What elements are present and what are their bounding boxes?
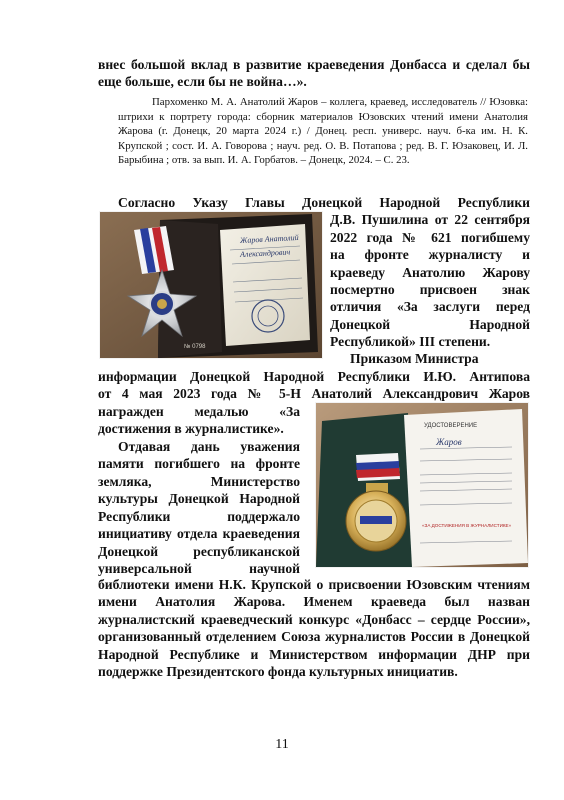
badge-number: № 0798 <box>184 344 206 350</box>
cert-title: УДОСТОВЕРЕНИЕ <box>424 423 478 429</box>
order-line: информации Донецкой Народной Республики И.Ю. Антипова <box>98 369 530 384</box>
decree-line: краеведу Анатолию Жарову <box>330 265 530 280</box>
bibliographic-citation: Пархоменко М. А. Анатолий Жаров – коллега, краевед, исследователь // Юзовка: штрихи к портрету города: сборник материалов Юзовских чтений имени Анатолия Жарова (г. Донецк, 20 марта 2024 г.) / Донец. респ. универс. науч. б-ка им. Н. К. Крупской ; сост. И. А. Говорова ; науч. ред. О. В. Потапова ; ред. В. Г. Юзаковец, И. Л. Барыбина ; отв. за вып. И. А. Горбатов. – Донецк, 2024. – С. 23. <box>118 96 528 167</box>
decree-line: отличия «За заслуги перед <box>330 299 530 314</box>
tribute-line: Республики поддержало <box>98 509 300 524</box>
opening-line-2: еще больше, если бы не война…». <box>98 74 307 89</box>
page-number: 11 <box>275 737 289 752</box>
decree-line: 2022 года № 621 погибшему <box>330 230 530 245</box>
tribute-line: инициативу отдела краеведения <box>98 526 300 541</box>
cert-name-line1: Жаров Анатолий <box>239 232 299 246</box>
decree-line: Донецкой Народной <box>330 317 530 332</box>
tribute-continuation: библиотеки имени Н.К. Крупской о присвоении Юзовским чтениям имени Анатолия Жарова. Именем краеведа был назван журналистский краеведческий конкурс «Донбасс – сердце России», организованный отделением Союза журналистов России в Донецкой Народной Республике и Министерством информации ДНР при поддержке Президентского фонда культурных инициатив. <box>98 577 530 680</box>
order-line: от 4 мая 2023 года № 5-Н Анатолий Александрович Жаров <box>98 386 530 401</box>
order-first-line: Приказом Министра <box>350 351 479 366</box>
tribute-line: Донецкой республиканской <box>98 544 300 559</box>
photo-journalism-medal <box>316 403 528 567</box>
decree-first-line: Согласно Указу Главы Донецкой Народной Республики <box>118 195 530 210</box>
tribute-line: Отдавая дань уважения <box>118 439 300 454</box>
decree-line: на фронте журналисту и <box>330 247 530 262</box>
medal-photo-illustration <box>100 212 322 358</box>
tribute-line: универсальной научной <box>98 561 300 576</box>
decree-line: посмертно присвоен знак <box>330 282 530 297</box>
order-left-line: награжден медалью «За <box>98 404 300 419</box>
photo-medal-distinction <box>100 212 322 358</box>
tribute-line: культуры Донецкой Народной <box>98 491 300 506</box>
journalism-medal-illustration <box>316 403 528 567</box>
cert-name-line2: Александрович <box>239 247 291 260</box>
decree-line: Д.В. Пушилина от 22 сентября <box>330 212 530 227</box>
decree-line: Республикой» III степени. <box>330 334 491 349</box>
order-left-line: достижения в журналистике». <box>98 421 284 436</box>
cert-award: «ЗА ДОСТИЖЕНИЯ В ЖУРНАЛИСТИКЕ» <box>422 523 512 528</box>
tribute-line: памяти погибшего на фронте <box>98 456 300 471</box>
cert-name: Жаров <box>436 437 462 447</box>
opening-line-1: внес большой вклад в развитие краеведения Донбасса и сделал бы <box>98 57 530 72</box>
tribute-line: земляка, Министерство <box>98 474 300 489</box>
